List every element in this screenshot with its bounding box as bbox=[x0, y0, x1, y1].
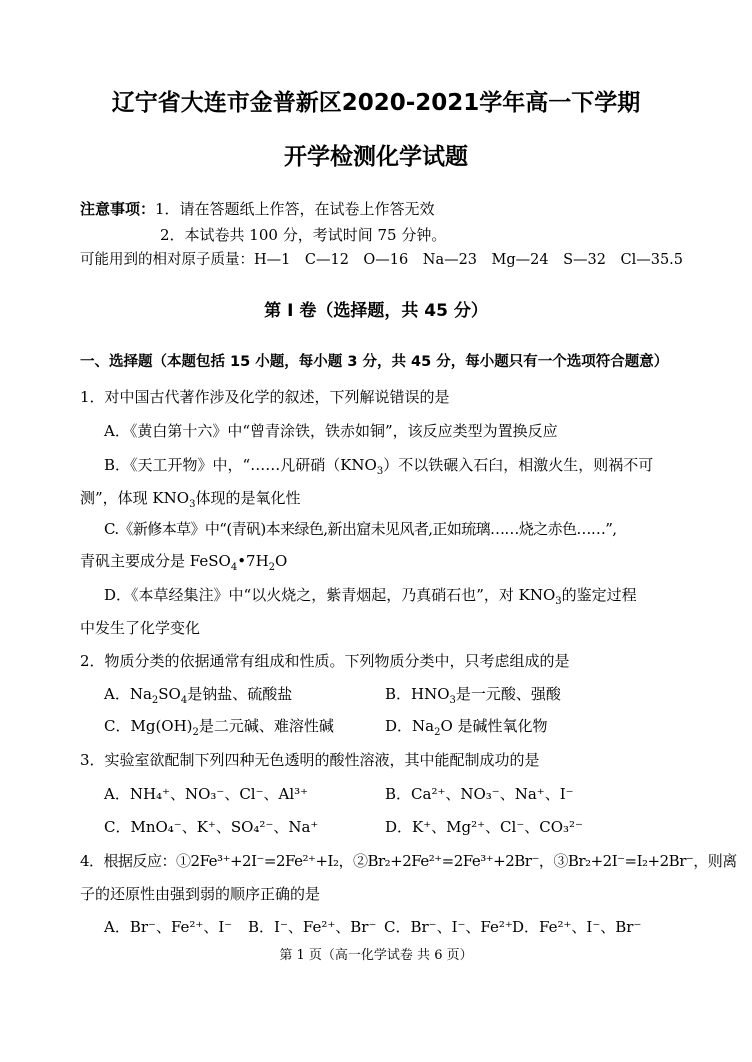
q3-option-c: C．MnO₄⁻、K⁺、SO₄²⁻、Na⁺ bbox=[104, 818, 319, 836]
q4-option-b: B．I⁻、Fe²⁺、Br⁻ bbox=[248, 918, 377, 936]
exam-title-line1: 辽宁省大连市金普新区2020-2021学年高一下学期 bbox=[111, 90, 641, 116]
q1-option-d-line2: 中发生了化学变化 bbox=[80, 619, 201, 637]
notes-line1 bbox=[80, 199, 435, 219]
q1-option-a: A．《黄白第十六》中“曾青涂铁，铁赤如铜”，该反应类型为置换反应 bbox=[104, 422, 558, 440]
q4-option-d: D．Fe²⁺、I⁻、Br⁻ bbox=[512, 918, 642, 936]
q4-stem-line1: 4．根据反应：①2Fe³⁺+2I⁻=2Fe²⁺+I₂，②Br₂+2Fe²⁺=2Fe³⁺+2Br⁻，③Br₂+2I⁻=I₂+2Br⁻，则离 bbox=[80, 852, 737, 870]
notes-item2: 2．本试卷共 100 分，考试时间 75 分钟。 bbox=[160, 226, 447, 244]
notes-item1: 1．请在答题纸上作答，在试卷上作答无效 bbox=[155, 200, 435, 218]
q2-option-c: C．$Mg(OH)_2$是二元碱、难溶性碱 bbox=[104, 717, 334, 738]
notes-label: 注意事项： bbox=[80, 200, 156, 218]
q3-option-d: D．K⁺、Mg²⁺、Cl⁻、CO₃²⁻ bbox=[385, 818, 583, 836]
q3-stem: 3．实验室欲配制下列四种无色透明的酸性溶液，其中能配制成功的是 bbox=[80, 751, 540, 769]
exam-title-line2: 开学检测化学试题 bbox=[284, 144, 468, 170]
q1-option-d-line1: D．《本草经集注》中“以火烧之，紫青烟起，乃真硝石也”，对 $KNO_3$的鉴定过程 bbox=[104, 586, 637, 607]
atomic-masses: 可能用到的相对原子质量：H—1 C—12 O—16 Na—23 Mg—24 S—32 Cl—35.5 bbox=[80, 252, 684, 268]
q1-option-c-line2: 青矾主要成分是 $FeSO_4•7H_2O$ bbox=[80, 552, 288, 573]
q3-option-b: B．Ca²⁺、NO₃⁻、Na⁺、I⁻ bbox=[385, 785, 574, 803]
q4-stem-line2: 子的还原性由强到弱的顺序正确的是 bbox=[80, 885, 321, 903]
q1-option-b-line1: B．《天工开物》中，“……凡研硝$(KNO_3)$不以铁碾入石臼，相激火生，则祸不可 bbox=[104, 456, 654, 477]
q2-option-a: A．$Na_2SO_4$是钠盐、硫酸盐 bbox=[104, 685, 293, 706]
q1-option-c-line1: C.《新修本草》中“(青矾)本来绿色,新出窟未见风者,正如琉璃……烧之赤色……”, bbox=[104, 520, 617, 538]
q1-option-b-line2: 测”，体现 $KNO_3$体现的是氧化性 bbox=[80, 489, 301, 510]
page-footer: 第 1 页（高一化学试卷 共 6 页） bbox=[279, 948, 473, 963]
section-header: 第 I 卷（选择题，共 45 分） bbox=[264, 301, 488, 321]
q2-stem: 2．物质分类的依据通常有组成和性质。下列物质分类中，只考虑组成的是 bbox=[80, 652, 570, 670]
q2-option-b: B．$HNO_3$是一元酸、强酸 bbox=[385, 685, 561, 706]
q4-option-c: C．Br⁻、I⁻、Fe²⁺ bbox=[384, 918, 513, 936]
q2-option-d: D．$Na_2O$ 是碱性氧化物 bbox=[385, 717, 548, 738]
q1-stem: 1．对中国古代著作涉及化学的叙述，下列解说错误的是 bbox=[80, 388, 450, 406]
section-instruction: 一、选择题（本题包括 15 小题，每小题 3 分，共 45 分，每小题只有一个选项符合题意） bbox=[80, 354, 669, 370]
q3-option-a: A．NH₄⁺、NO₃⁻、Cl⁻、Al³⁺ bbox=[104, 785, 309, 803]
q4-option-a: A．Br⁻、Fe²⁺、I⁻ bbox=[104, 918, 233, 936]
